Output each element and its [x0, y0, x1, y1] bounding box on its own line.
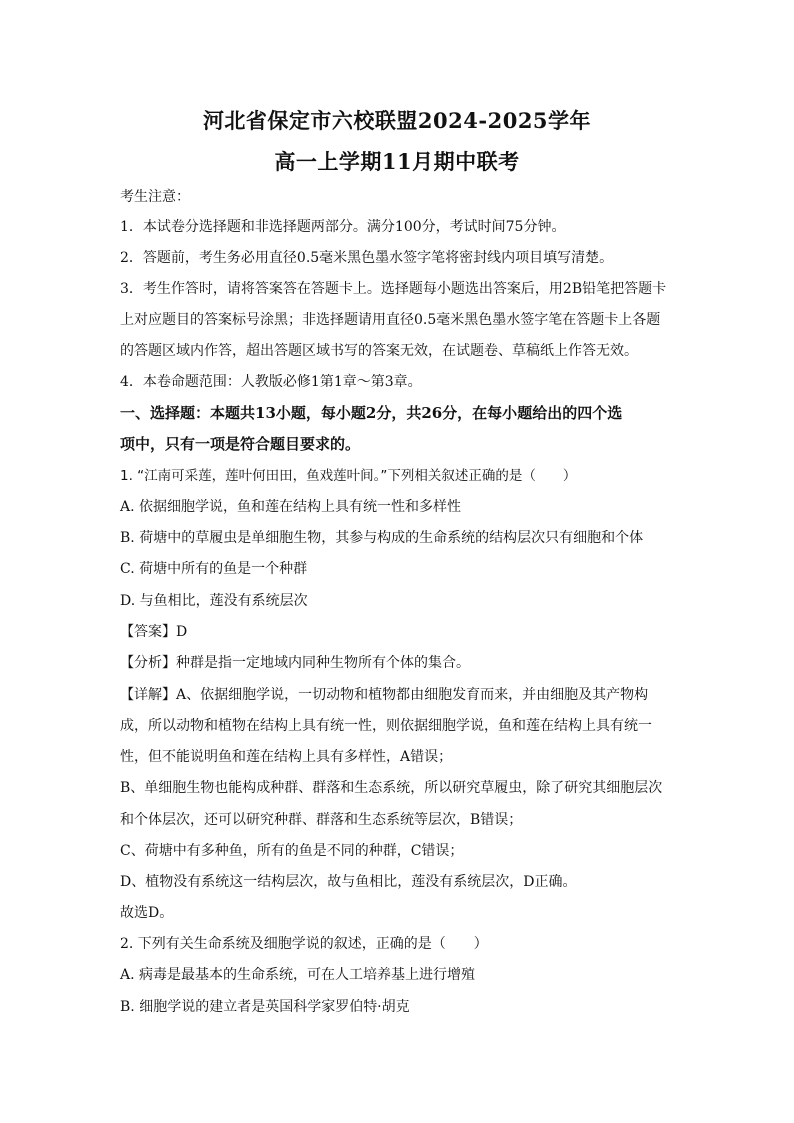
question-1-detail-line7: D、植物没有系统这一结构层次，故与鱼相比，莲没有系统层次，D正确。 — [120, 874, 577, 890]
document-title-line2: 高一上学期11月期中联考 — [274, 149, 520, 174]
question-2-option-a: A. 病毒是最基本的生命系统，可在人工培养基上进行增殖 — [120, 967, 476, 983]
question-1-detail-line4: B、单细胞生物也能构成种群、群落和生态系统，所以研究草履虫，除了研究其细胞层次 — [120, 780, 663, 796]
document-title-line1: 河北省保定市六校联盟2024-2025学年 — [202, 108, 592, 133]
section-heading-line2: 项中，只有一项是符合题目要求的。 — [120, 435, 361, 453]
question-1-analysis: 【分析】种群是指一定地域内同种生物所有个体的集合。 — [120, 655, 470, 671]
notice-header: 考生注意： — [120, 189, 190, 205]
notice-item-3-line1: 3．考生作答时，请将答案答在答题卡上。选择题每小题选出答案后，用2B铅笔把答题卡 — [120, 281, 667, 297]
question-2-option-b: B. 细胞学说的建立者是英国科学家罗伯特·胡克 — [120, 999, 410, 1015]
notice-item-3-line3: 的答题区域内作答，超出答题区域书写的答案无效，在试题卷、草稿纸上作答无效。 — [120, 343, 638, 359]
question-1-detail-line6: C、荷塘中有多种鱼，所有的鱼是不同的种群，C错误； — [120, 843, 464, 859]
question-1-option-c: C. 荷塘中所有的鱼是一个种群 — [120, 561, 308, 577]
section-heading-line1: 一、选择题：本题共13小题，每小题2分，共26分，在每小题给出的四个选 — [120, 404, 623, 422]
question-1-conclusion: 故选D。 — [120, 905, 174, 921]
question-1-option-d: D. 与鱼相比，莲没有系统层次 — [120, 593, 308, 609]
question-1-option-a: A. 依据细胞学说，鱼和莲在结构上具有统一性和多样性 — [120, 499, 462, 515]
notice-item-2: 2．答题前，考生务必用直径0.5毫米黑色墨水签字笔将密封线内项目填写清楚。 — [120, 250, 614, 266]
notice-item-4: 4．本卷命题范围：人教版必修1第1章～第3章。 — [120, 374, 422, 390]
question-1-option-b: B. 荷塘中的草履虫是单细胞生物，其参与构成的生命系统的结构层次只有细胞和个体 — [120, 530, 644, 546]
question-1-detail-line2: 成，所以动物和植物在结构上具有统一性，则依据细胞学说，鱼和莲在结构上具有统一 — [120, 718, 652, 734]
question-2-stem: 2. 下列有关生命系统及细胞学说的叙述，正确的是（ ） — [120, 936, 488, 952]
notice-item-1: 1．本试卷分选择题和非选择题两部分。满分100分，考试时间75分钟。 — [120, 219, 566, 235]
question-1-answer: 【答案】D — [120, 624, 188, 640]
question-1-detail-line3: 性，但不能说明鱼和莲在结构上具有多样性，A错误； — [120, 749, 453, 765]
question-1-detail-line5: 和个体层次，还可以研究种群、群落和生态系统等层次，B错误； — [120, 812, 523, 828]
notice-item-3-line2: 上对应题目的答案标号涂黑；非选择题请用直径0.5毫米黑色墨水签字笔在答题卡上各题 — [120, 312, 661, 328]
question-1-detail-line1: 【详解】A、依据细胞学说，一切动物和植物都由细胞发育而来，并由细胞及其产物构 — [120, 687, 649, 703]
question-1-stem: 1. “江南可采莲，莲叶何田田，鱼戏莲叶间。”下列相关叙述正确的是（ ） — [120, 468, 577, 484]
